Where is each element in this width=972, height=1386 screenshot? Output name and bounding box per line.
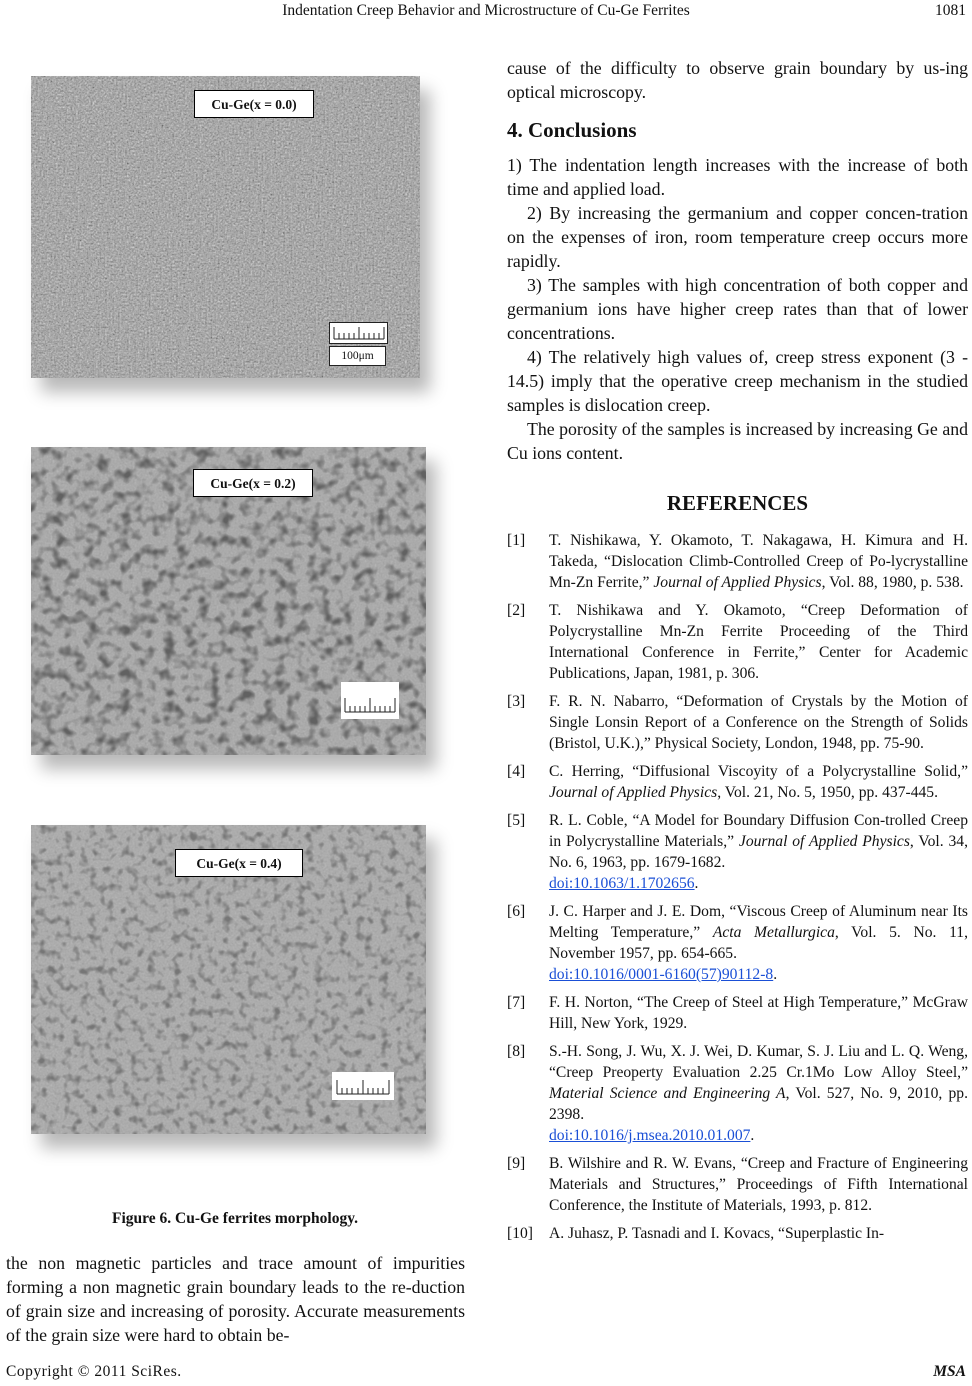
conclusion-item: 1) The indentation length increases with the increase of both time and applied load. (507, 155, 968, 199)
reference-item (507, 1041, 968, 1146)
reference-journal: Journal of Applied Physics (738, 833, 910, 850)
scale-text: 100μm (329, 346, 386, 366)
reference-text: B. Wilshire and R. W. Evans, “Creep and Fracture of Engineering Materials and Structures,” Proceedings of Fifth International Conference, the Institute of Materials, 1993, p. 812. (549, 1155, 968, 1214)
scale-bar (329, 322, 388, 344)
reference-text: F. R. N. Nabarro, “Deformation of Crystals by the Motion of Single Lonsin Report of a Conference on the Strength of Solids (Bristol, U.K.),” Physical Society, London, 1948, pp. 75-90. (549, 693, 968, 752)
reference-number: [7] (507, 994, 526, 1011)
reference-journal: Acta Metallurgica (712, 924, 835, 941)
micrograph-x04 (31, 825, 426, 1134)
reference-journal: Material Science and Engineering A (549, 1085, 786, 1102)
micrograph-x00 (31, 76, 420, 378)
micrograph-label-x04: Cu-Ge(x = 0.4) (175, 849, 303, 877)
reference-item (507, 810, 968, 894)
reference-item (507, 992, 968, 1034)
reference-text: J. C. Harper and J. E. Dom, “Viscous Creep of Aluminum near Its Melting Temperature,” (549, 903, 968, 941)
reference-number: [3] (507, 693, 526, 710)
reference-item (507, 691, 968, 754)
reference-text: C. Herring, “Diffusional Viscoyity of a Polycrystalline Solid,” (549, 763, 968, 780)
reference-item (507, 901, 968, 985)
conclusion-item: 3) The samples with high concentration of both copper and germanium ions have higher creep rates than that of lower concentrations. (507, 275, 968, 343)
conclusion-item: 2) By increasing the germanium and copper concen-tration on the expenses of iron, room temperature creep occurs more rapidly. (507, 203, 968, 271)
reference-period: . (694, 875, 699, 892)
reference-item (507, 1223, 968, 1244)
reference-number: [10] (507, 1225, 533, 1242)
reference-doi-link[interactable]: doi:10.1016/0001-6160(57)90112-8 (549, 966, 774, 983)
conclusion-item: 4) The relatively high values of, creep stress exponent (3 - 14.5) imply that the operative creep mechanism in the studied samples is dislocation creep. (507, 347, 968, 415)
body-paragraph-left: the non magnetic particles and trace amount of impurities forming a non magnetic grain boundary leads to the re-duction of grain size and increasing of porosity. Accurate measurements of the grain size were hard to obtain be- (6, 1253, 465, 1345)
reference-text: , Vol. 5. No. 11, November 1957, pp. 654-665. (549, 924, 968, 962)
micrograph-x02 (31, 447, 426, 755)
running-title: Indentation Creep Behavior and Microstructure of Cu-Ge Ferrites (282, 2, 690, 19)
running-header (0, 0, 972, 22)
reference-item (507, 600, 968, 684)
reference-text: T. Nishikawa, Y. Okamoto, T. Nakagawa, H. Kimura and H. Takeda, “Dislocation Climb-Controlled Creep of Po-lycrystalline Mn-Zn Ferrite,” (549, 532, 968, 591)
micrograph-label-x00: Cu-Ge(x = 0.0) (194, 90, 314, 118)
reference-number: [8] (507, 1043, 526, 1060)
reference-item (507, 530, 968, 593)
reference-text: , Vol. 88, 1980, p. 538. (821, 574, 964, 591)
reference-journal: Journal of Applied Physics (653, 574, 822, 591)
reference-number: [5] (507, 812, 526, 829)
reference-period: . (773, 966, 778, 983)
reference-number: [2] (507, 602, 526, 619)
reference-text: T. Nishikawa and Y. Okamoto, “Creep Deformation of Polycrystalline Mn-Zn Ferrite Proceeding of the Third International Conference in Ferrite,” Center for Academic Publications, Japan, 1981, p. 306. (549, 602, 968, 682)
reference-number: [4] (507, 763, 526, 780)
continuation-paragraph: cause of the difficulty to observe grain boundary by us-ing optical microscopy. (507, 58, 968, 102)
micrograph-label-x02: Cu-Ge(x = 0.2) (193, 469, 313, 497)
reference-item (507, 761, 968, 803)
figure-caption: Figure 6. Cu-Ge ferrites morphology. (112, 1210, 358, 1227)
journal-abbreviation: MSA (933, 1363, 966, 1380)
reference-text: , Vol. 34, No. 6, 1963, pp. 1679-1682. (549, 833, 968, 871)
reference-text: , Vol. 527, No. 9, 2010, pp. 2398. (549, 1085, 968, 1123)
reference-journal: Journal of Applied Physics (549, 784, 718, 801)
reference-item (507, 1153, 968, 1216)
reference-doi-link[interactable]: doi:10.1063/1.1702656 (549, 875, 695, 892)
reference-number: [1] (507, 532, 526, 549)
section-title-conclusions: 4. Conclusions (507, 118, 637, 142)
reference-period: . (750, 1127, 755, 1144)
reference-number: [9] (507, 1155, 526, 1172)
reference-doi-link[interactable]: doi:10.1016/j.msea.2010.01.007 (549, 1127, 751, 1144)
scale-bar (332, 1072, 394, 1100)
references-title: REFERENCES (666, 491, 809, 515)
scale-bar (341, 682, 399, 719)
reference-number: [6] (507, 903, 526, 920)
reference-text: R. L. Coble, “A Model for Boundary Diffusion Con-trolled Creep in Polycrystalline Materials,” (549, 812, 968, 850)
right-column (507, 56, 968, 1251)
reference-text: A. Juhasz, P. Tasnadi and I. Kovacs, “Superplastic In- (549, 1225, 885, 1242)
reference-text: S.-H. Song, J. Wu, X. J. Wei, D. Kumar, S. J. Liu and L. Q. Weng, “Creep Preoperty Evaluation 2.25 Cr.1Mo Low Alloy Steel,” (549, 1043, 968, 1081)
conclusion-item: The porosity of the samples is increased by increasing Ge and Cu ions content. (507, 419, 968, 463)
reference-text: , Vol. 21, No. 5, 1950, pp. 437-445. (717, 784, 938, 801)
reference-list (507, 530, 968, 1244)
page-number: 1081 (935, 2, 966, 19)
copyright: Copyright © 2011 SciRes. (6, 1363, 182, 1380)
reference-text: F. H. Norton, “The Creep of Steel at High Temperature,” McGraw Hill, New York, 1929. (549, 994, 968, 1032)
